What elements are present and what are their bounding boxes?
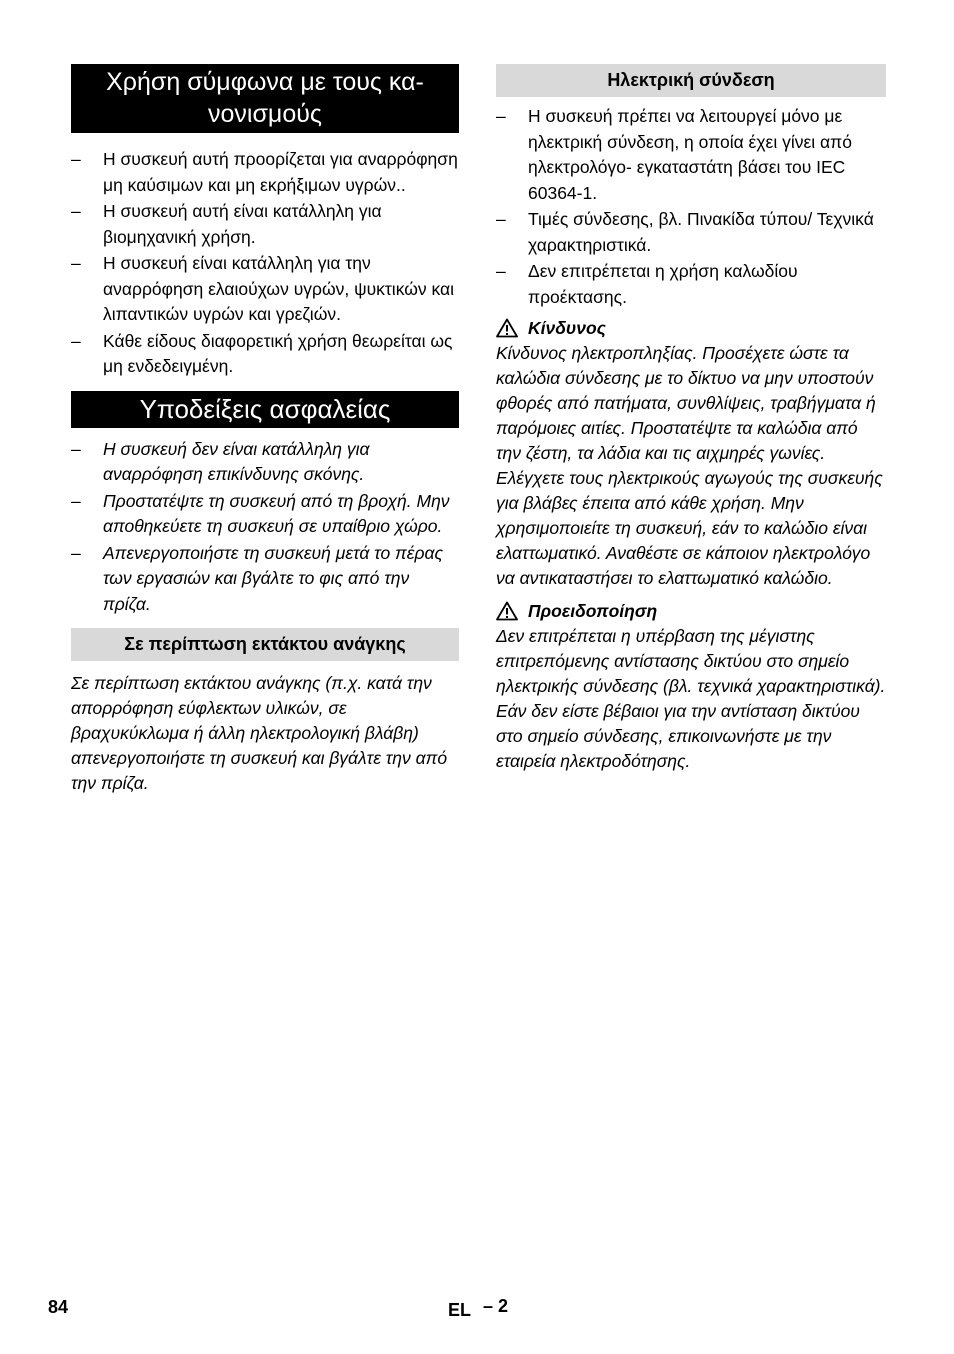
warning-triangle-icon [496, 601, 518, 621]
list-item: – Η συσκευή δεν είναι κατάλληλη για αναρρόφηση επικίνδυνης σκόνης. [71, 438, 370, 484]
safety-list [71, 437, 459, 618]
list-item: – Κάθε είδους διαφορετική χρήση θεωρείται ως μη ενδεδειγμένη. [71, 330, 453, 376]
danger-text-1: Κίνδυνος ηλεκτροπληξίας. Προσέχετε ώστε τα καλώδια σύνδεσης με το δίκτυο να μην υποστούν φθορές από πατήματα, συνθλίψεις, τραβήγματα ή παρόμοιες αιτίες. Προστατέψτε τα καλώδια από την ζέστη, τα λάδια και τις αιχμηρές γωνίες. [496, 343, 876, 463]
warning-text-2: Εάν δεν είστε βέβαιοι για την αντίσταση δικτύου στο σημείο σύνδεσης, επικοινωνήστε με την εταιρεία ηλεκτροδότησης. [496, 701, 860, 771]
list-item: – Η συσκευή πρέπει να λειτουργεί μόνο με ηλεκτρική σύνδεση, η οποία έχει γίνει από ηλεκτρολόγο- εγκαταστάτη βάσει του IEC 60364-1. [496, 106, 852, 203]
section-title-safety: Υποδείξεις ασφαλείας [71, 391, 459, 428]
danger-text-2: Ελέγχετε τους ηλεκτρικούς αγωγούς της συσκευής για βλάβες έπειτα από κάθε χρήση. Μην χρησιμοποιείτε τη συσκευή, εάν το καλώδιο είναι ελαττωματικό. Αναθέστε σε κάποιον ηλεκτρολόγο να αντικαταστήσει το ελαττωματικό καλώδιο. [496, 468, 883, 588]
danger-heading [496, 316, 886, 340]
list-item: – Η συσκευή είναι κατάλληλη για την αναρρόφηση ελαιούχων υγρών, ψυκτικών και λιπαντικών υγρών και γρεζιών. [71, 253, 455, 324]
intended-use-list [71, 147, 459, 380]
dash-marker: – [496, 106, 506, 126]
list-item: – Απενεργοποιήστε τη συσκευή μετά το πέρας των εργασιών και βγάλτε το φις από την πρίζα. [71, 542, 443, 614]
emergency-text: Σε περίπτωση εκτάκτου ανάγκης (π.χ. κατά την απορρόφηση εύφλεκτων υλικών, σε βραχυκύκλωμα ή άλλη ηλεκτρολογική βλάβη) απενεργοποιήστε τη συσκευή και βγάλτε την από την πρίζα. [71, 673, 448, 793]
language-code: EL [448, 1300, 472, 1320]
list-item: – Τιμές σύνδεσης, βλ. Πινακίδα τύπου/ Τεχνικά χαρακτηριστικά. [496, 209, 874, 255]
warning-heading-label: Προειδοποίηση [528, 601, 658, 621]
section-title-emergency: Σε περίπτωση εκτάκτου ανάγκης [71, 628, 459, 661]
dash-marker: – [71, 201, 81, 221]
section-title-electrical-connection: Ηλεκτρική σύνδεση [496, 64, 886, 97]
sub-page-number: – 2 [483, 1296, 509, 1316]
dash-marker: – [496, 209, 506, 229]
dash-marker: – [71, 438, 81, 459]
dash-marker: – [71, 149, 81, 169]
danger-heading-label: Κίνδυνος [528, 318, 606, 338]
list-item: – Δεν επιτρέπεται η χρήση καλωδίου προέκτασης. [496, 261, 798, 307]
warning-triangle-icon [496, 318, 518, 338]
dash-marker: – [496, 261, 506, 281]
list-item: – Η συσκευή αυτή προορίζεται για αναρρόφηση μη καύσιμων και μη εκρήξιμων υγρών.. [71, 149, 458, 195]
list-item: – Η συσκευή αυτή είναι κατάλληλη για βιομηχανική χρήση. [71, 201, 382, 247]
warning-text-1: Δεν επιτρέπεται η υπέρβαση της μέγιστης επιτρεπόμενης αντίστασης δικτύου στο σημείο ηλεκτρικής σύνδεσης (βλ. τεχνικά χαρακτηριστικά). [496, 626, 886, 696]
right-column [496, 64, 886, 774]
page-number: 84 [48, 1297, 69, 1317]
dash-marker: – [71, 253, 81, 273]
dash-marker: – [71, 490, 81, 511]
list-item: – Προστατέψτε τη συσκευή από τη βροχή. Μην αποθηκεύετε τη συσκευή σε υπαίθριο χώρο. [71, 490, 450, 536]
section-title-intended-use: Χρήση σύμφωνα με τους κα- νονισμούς [71, 64, 459, 133]
electrical-list [496, 104, 886, 310]
dash-marker: – [71, 330, 81, 351]
dash-marker: – [71, 542, 81, 563]
left-column [71, 64, 459, 796]
warning-heading [496, 599, 886, 623]
